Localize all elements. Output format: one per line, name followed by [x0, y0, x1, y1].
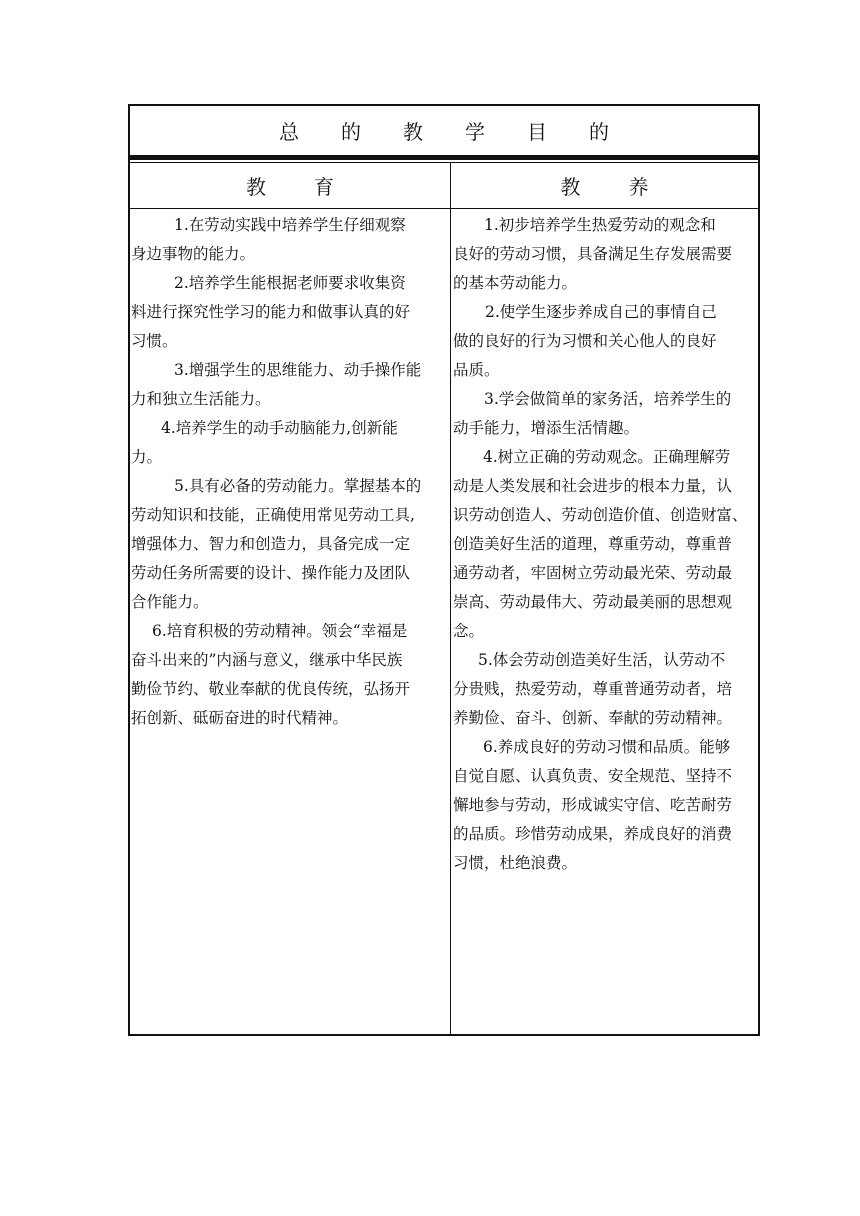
education-line: 料进行探究性学习的能力和做事认真的好: [131, 303, 411, 321]
table-title: 总的教学目的: [279, 120, 651, 144]
education-line: 习惯。: [131, 332, 178, 350]
cultivation-line: 良好的劳动习惯，具备满足生存发展需要: [453, 245, 733, 263]
table-title-row: [130, 106, 758, 155]
education-line: 拓创新、砥砺奋进的时代精神。: [131, 709, 349, 727]
education-line: 2.培养学生能根据老师要求收集资: [174, 274, 406, 292]
cultivation-line: 习惯，杜绝浪费。: [453, 854, 578, 872]
education-line: 5.具有必备的劳动能力。掌握基本的: [174, 477, 422, 495]
cultivation-line: 动是人类发展和社会进步的根本力量，认: [453, 477, 733, 495]
cultivation-line: 动手能力，增添生活情趣。: [453, 419, 640, 437]
education-line: 劳动任务所需要的设计、操作能力及团队: [131, 564, 411, 582]
header-education: [130, 163, 450, 208]
education-line: 6.培育积极的劳动精神。领会“幸福是: [152, 622, 408, 640]
cultivation-line: 分贵贱，热爱劳动，尊重普通劳动者，培: [453, 680, 733, 698]
cultivation-line: 的基本劳动能力。: [453, 274, 578, 292]
cultivation-line: 3.学会做简单的家务活，培养学生的: [484, 390, 732, 408]
cultivation-line: 通劳动者，牢固树立劳动最光荣、劳动最: [453, 564, 733, 582]
education-line: 勤俭节约、敬业奉献的优良传统，弘扬开: [131, 680, 411, 698]
cultivation-line: 崇高、劳动最伟大、劳动最美丽的思想观: [453, 593, 733, 611]
cultivation-line: 5.体会劳动创造美好生活，认劳动不: [478, 651, 726, 669]
cultivation-line: 品质。: [453, 361, 500, 379]
cultivation-line: 做的良好的行为习惯和关心他人的良好: [453, 332, 717, 350]
education-line: 3.增强学生的思维能力、动手操作能: [174, 361, 422, 379]
cultivation-line: 1.初步培养学生热爱劳动的观念和: [484, 216, 716, 234]
cultivation-line: 创造美好生活的道理，尊重劳动，尊重普: [453, 535, 733, 553]
education-line: 1.在劳动实践中培养学生仔细观察: [174, 216, 406, 234]
header-bottom-rule: [130, 208, 758, 209]
education-line: 4.培养学生的动手动脑能力,创新能: [161, 419, 398, 437]
header-education-label: 教育: [246, 175, 382, 199]
teaching-objectives-table: [128, 104, 760, 1036]
cultivation-line: 懈地参与劳动，形成诚实守信、吃苦耐劳: [453, 796, 733, 814]
education-line: 增强体力、智力和创造力，具备完成一定: [131, 535, 411, 553]
cultivation-column: [453, 211, 759, 878]
cultivation-line: 自觉自愿、认真负责、安全规范、坚持不: [453, 767, 733, 785]
header-cultivation: [451, 163, 758, 208]
education-line: 劳动知识和技能，正确使用常见劳动工具,: [131, 506, 415, 524]
education-line: 力。: [131, 448, 163, 466]
column-divider: [450, 162, 451, 1034]
title-thick-rule: [130, 155, 758, 160]
header-cultivation-label: 教养: [560, 175, 697, 199]
column-header-row: [130, 163, 758, 208]
cultivation-line: 6.养成良好的劳动习惯和品质。能够: [483, 738, 731, 756]
cultivation-line: 的品质。珍惜劳动成果，养成良好的消费: [453, 825, 733, 843]
cultivation-line: 2.使学生逐步养成自己的事情自己: [485, 303, 717, 321]
cultivation-line: 养勤俭、奋斗、创新、奉献的劳动精神。: [453, 709, 733, 727]
education-line: 身边事物的能力。: [131, 245, 256, 263]
education-line: 力和独立生活能力。: [131, 390, 271, 408]
cultivation-line: 念。: [453, 622, 485, 640]
education-column: [131, 211, 449, 733]
cultivation-line: 识劳动创造人、劳动创造价值、创造财富、: [453, 506, 748, 524]
education-line: 奋斗出来的”内涵与意义，继承中华民族: [131, 651, 403, 669]
education-line: 合作能力。: [131, 593, 209, 611]
cultivation-line: 4.树立正确的劳动观念。正确理解劳: [483, 448, 731, 466]
